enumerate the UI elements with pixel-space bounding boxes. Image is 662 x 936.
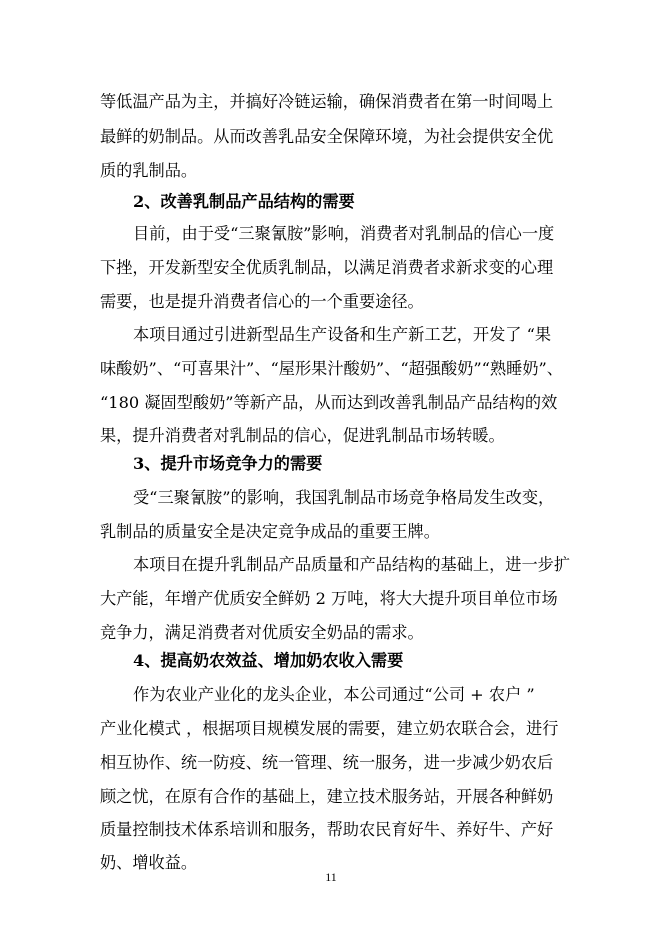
section-heading: 3、提升市场竞争力的需要 [133, 454, 323, 473]
paragraph-line: 大产能，年增产优质安全鲜奶 2 万吨，将大大提升项目单位市场 [100, 589, 558, 608]
paragraph-line: 目前，由于受“三聚氰胺”影响，消费者对乳制品的信心一度 [133, 224, 555, 243]
paragraph-line: 受“三聚氰胺”的影响，我国乳制品市场竞争格局发生改变， [133, 488, 555, 507]
paragraph-line: 果，提升消费者对乳制品的信心，促进乳制品市场转暖。 [100, 426, 505, 445]
section-heading: 4、提高奶农效益、增加奶农收入需要 [133, 651, 404, 670]
paragraph-line: 本项目在提升乳制品产品质量和产品结构的基础上，进一步扩 [133, 555, 571, 574]
paragraph-line: 味酸奶”、“可喜果汁”、“屋形果汁酸奶”、“超强酸奶”“熟睡奶”、 [100, 359, 563, 378]
paragraph-line: 下挫，开发新型安全优质乳制品，以满足消费者求新求变的心理 [100, 258, 554, 277]
paragraph-line: 需要，也是提升消费者信心的一个重要途径。 [100, 292, 424, 311]
paragraph-line: 作为农业产业化的龙头企业，本公司通过“公司 + 农户 ” [133, 685, 535, 704]
paragraph-line: 本项目通过引进新型品生产设备和生产新工艺，开发了 “果 [133, 325, 552, 344]
section-heading: 2、改善乳制品产品结构的需要 [133, 192, 355, 211]
paragraph-line: 竞争力，满足消费者对优质安全奶品的需求。 [100, 623, 424, 642]
paragraph-line: “180 凝固型酸奶”等新产品，从而达到改善乳制品产品结构的效 [100, 393, 558, 412]
paragraph-line: 乳制品的质量安全是决定竞争成品的重要王牌。 [100, 522, 440, 541]
paragraph-line: 产业化模式 ，根据项目规模发展的需要，建立奶农联合会，进行 [100, 719, 559, 738]
page-number: 11 [325, 870, 337, 884]
paragraph-line: 等低温产品为主，并搞好冷链运输，确保消费者在第一时间喝上 [100, 92, 554, 111]
paragraph-line: 奶、增收益。 [100, 853, 198, 872]
paragraph-line: 顾之忧，在原有合作的基础上，建立技术服务站，开展各种鲜奶 [100, 787, 554, 806]
paragraph-line: 质的乳制品。 [100, 161, 198, 180]
paragraph-line: 质量控制技术体系培训和服务，帮助农民育好牛、养好牛、产好 [100, 820, 554, 839]
paragraph-line: 最鲜的奶制品。从而改善乳品安全保障环境，为社会提供安全优 [100, 127, 554, 146]
paragraph-line: 相互协作、统一防疫、统一管理、统一服务，进一步减少奶农后 [100, 753, 554, 772]
